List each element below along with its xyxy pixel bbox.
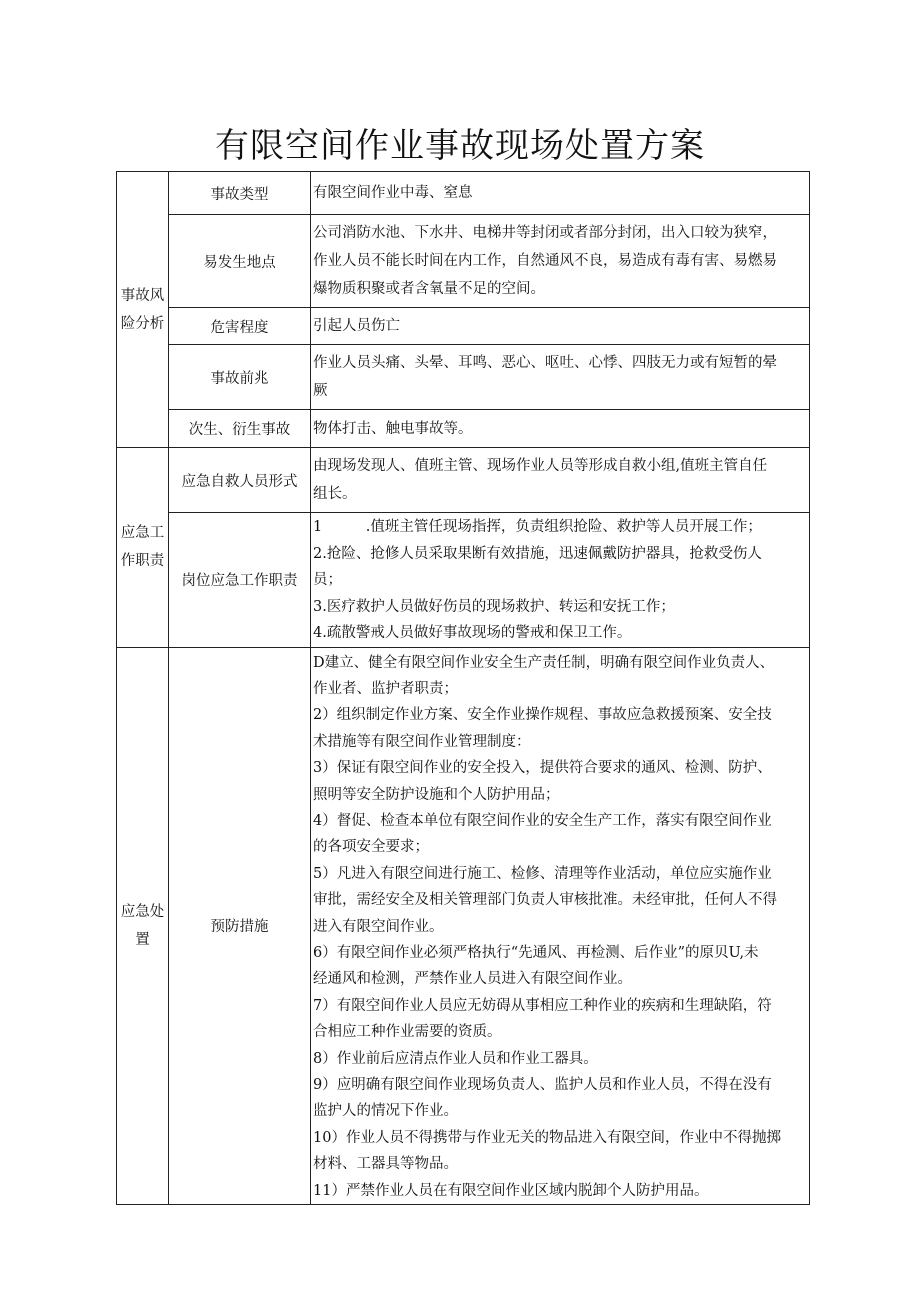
text-line: 审批，需经安全及相关管理部门负责人审核批准。未经审批，任何人不得 [313,892,777,909]
row-value [311,308,810,345]
section-label-response: 应急处置 [117,647,169,1204]
text-line: 作业人员头痛、头晕、耳鸣、恶心、呕吐、心悸、四肢无力或有短暂的晕 [313,355,777,371]
text-line: 4）督促、检查本单位有限空间作业的安全生产工作，落实有限空间作业 [313,812,772,829]
table-row [117,345,810,410]
text-line: 爆物质积聚或者含氧量不足的空间。 [313,281,545,297]
text-line: 3）保证有限空间作业的安全投入，提供符合要求的通风、检测、防护、 [313,760,772,777]
text-line: 5）凡进入有限空间进行施工、检修、清理等作业活动，单位应实施作业 [313,865,772,882]
row-value [311,410,810,448]
measures-text [313,650,807,1204]
text-line: 厥 [313,383,328,399]
table-row [117,647,810,1204]
text-line: 进入有限空间作业。 [313,918,444,935]
section-label-duty: 应急工作职责 [117,448,169,648]
text-line: 作业者、监护者职责； [313,680,458,697]
text-line: 引起人员伤亡 [313,318,400,334]
text-line: 有限空间作业中毒、窒息 [313,185,473,201]
text-line: 的各项安全要求； [313,839,429,856]
row-label: 危害程度 [169,308,311,345]
table-row [117,513,810,648]
row-label: 次生、衍生事故 [169,410,311,448]
text-line: 8）作业前后应清点作业人员和作业工器具。 [313,1050,598,1067]
text-line: 9）应明确有限空间作业现场负责人、监护人员和作业人员，不得在没有 [313,1077,772,1093]
plan-table [116,171,810,1205]
text-line: D建立、健全有限空间作业安全生产责任制，明确有限空间作业负责人、 [313,654,775,671]
section-label-risk: 事故风险分析 [117,172,169,448]
table-row [117,410,810,448]
text-line: 物体打击、触电事故等。 [313,420,473,437]
row-label: 事故前兆 [169,345,311,410]
table-row [117,308,810,345]
text-line: 4.疏散警戒人员做好事故现场的警戒和保卫工作。 [313,625,632,641]
row-value [311,215,810,308]
text-line: 1 .值班主管任现场指挥，负责组织抢险、救护等人员开展工作； [313,519,762,535]
row-label: 预防措施 [169,647,311,1204]
text-line: 2）组织制定作业方案、安全作业操作规程、事故应急救援预案、安全技 [313,707,772,724]
row-value [311,513,810,648]
table-row [117,448,810,513]
row-label: 应急自救人员形式 [169,448,311,513]
row-label: 岗位应急工作职责 [169,513,311,648]
text-line: 合相应工种作业需要的资质。 [313,1024,502,1041]
text-line: 7）有限空间作业人员应无妨碍从事相应工种作业的疾病和生理缺陷，符 [313,997,772,1014]
table-row [117,215,810,308]
text-line: 公司消防水池、下水井、电梯井等封闭或者部分封闭，出入口较为狭窄， [313,225,777,241]
row-value [311,647,810,1204]
text-line: 由现场发现人、值班主管、现场作业人员等形成自救小组,值班主管自任 [313,458,768,474]
text-line: 术措施等有限空间作业管理制度： [313,733,531,750]
text-line: 10）作业人员不得携带与作业无关的物品进入有限空间，作业中不得抛掷 [313,1129,781,1146]
text-line: 材料、工器具等物品。 [313,1156,458,1173]
row-label: 事故类型 [169,172,311,215]
row-value [311,448,810,513]
text-line: 监护人的情况下作业。 [313,1103,458,1120]
text-line: 2.抢险、抢修人员采取果断有效措施，迅速佩戴防护器具，抢救受伤人 [313,545,762,562]
text-line: 组长。 [313,486,357,502]
text-line: 3.医疗救护人员做好伤员的现场救护、转运和安抚工作； [313,598,675,615]
text-line: 作业人员不能长时间在内工作，自然通风不良，易造成有毒有害、易燃易 [313,253,777,269]
page-title: 有限空间作业事故现场处置方案 [215,126,705,166]
row-label: 易发生地点 [169,215,311,308]
text-line: 经通风和检测，严禁作业人员进入有限空间作业。 [313,971,632,988]
text-line: 照明等安全防护设施和个人防护用品； [313,786,560,803]
table-row [117,172,810,215]
row-value [311,345,810,410]
text-line: 6）有限空间作业必须严格执行“先通风、再检测、后作业”的原贝U,未 [313,944,759,961]
row-value [311,172,810,215]
text-line: 员； [313,572,342,588]
text-line: 11）严禁作业人员在有限空间作业区域内脱卸个人防护用品。 [313,1182,709,1199]
